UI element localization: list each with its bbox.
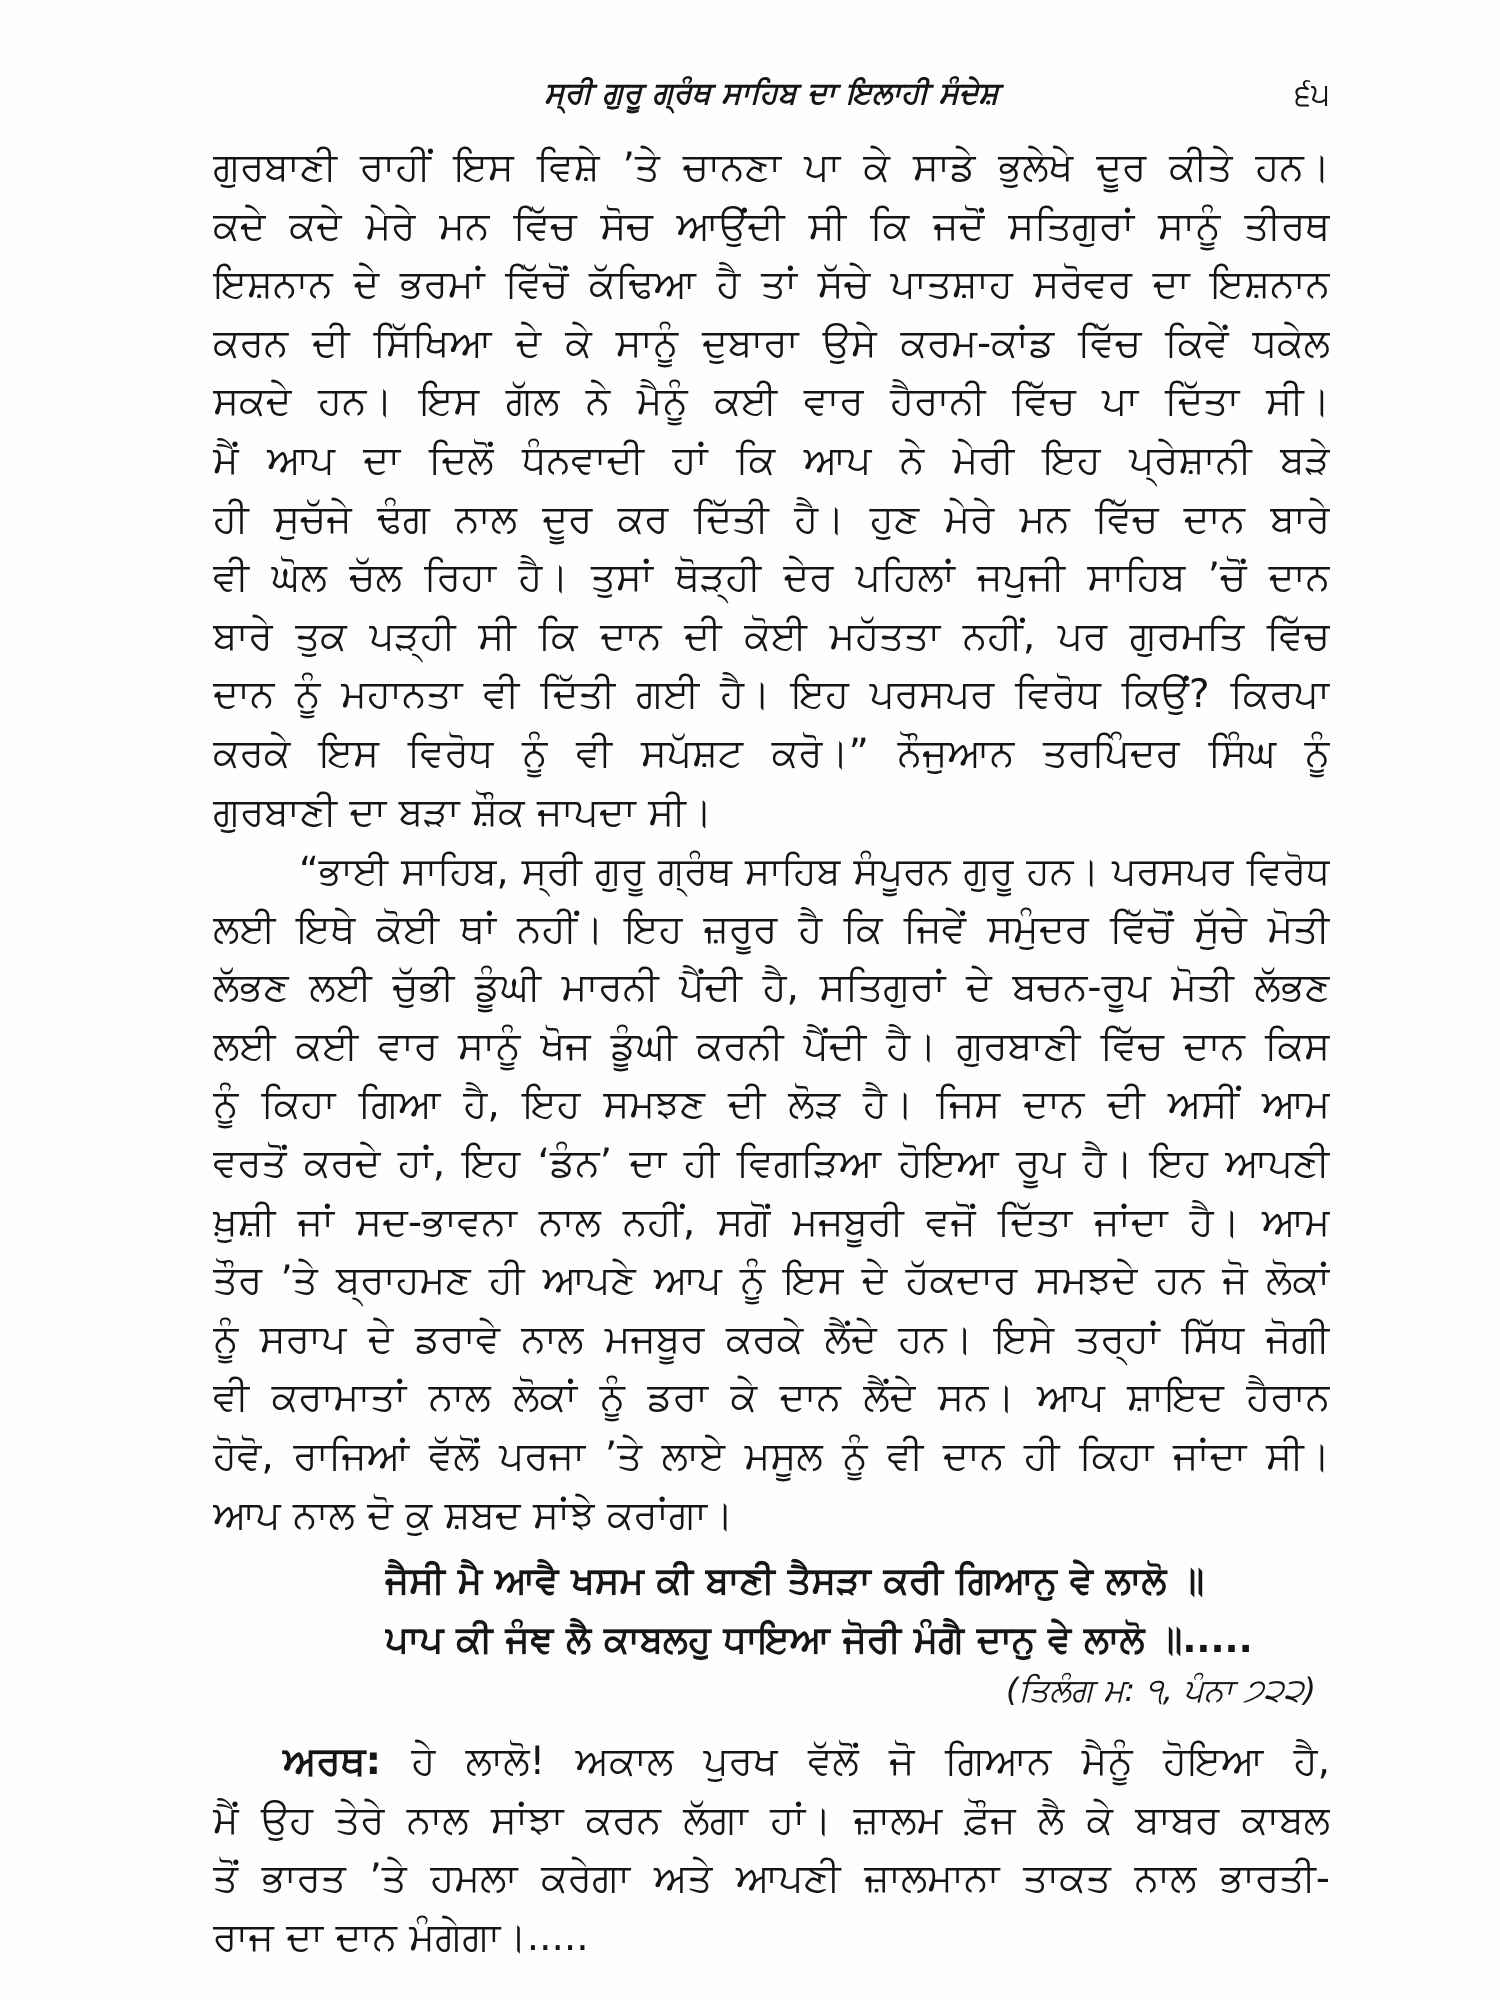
text-line: ਵਰਤੋਂ ਕਰਦੇ ਹਾਂ, ਇਹ ‘ਡੰਨ’ ਦਾ ਹੀ ਵਿਗੜਿਆ ਹੋਇਆ ਰੂਪ ਹੈ। ਇਹ ਆਪਣੀ — [213, 1140, 1330, 1186]
verse-line: ਪਾਪ ਕੀ ਜੰਞ ਲੈ ਕਾਬਲਹੁ ਧਾਇਆ ਜੋਰੀ ਮੰਗੈ ਦਾਨੁ ਵੇ ਲਾਲੋ ॥..... — [385, 1617, 1253, 1661]
text-line: ਦਾਨ ਨੂੰ ਮਹਾਨਤਾ ਵੀ ਦਿੱਤੀ ਗਈ ਹੈ। ਇਹ ਪਰਸਪਰ ਵਿਰੋਧ ਕਿਉਂ? ਕਿਰਪਾ — [213, 672, 1330, 718]
text-line: ਤੌਰ ’ਤੇ ਬ੍ਰਾਹਮਣ ਹੀ ਆਪਣੇ ਆਪ ਨੂੰ ਇਸ ਦੇ ਹੱਕਦਾਰ ਸਮਝਦੇ ਹਨ ਜੋ ਲੋਕਾਂ — [213, 1258, 1330, 1304]
text-line: ਇਸ਼ਨਾਨ ਦੇ ਭਰਮਾਂ ਵਿੱਚੋਂ ਕੱਢਿਆ ਹੈ ਤਾਂ ਸੱਚੇ ਪਾਤਸ਼ਾਹ ਸਰੋਵਰ ਦਾ ਇਸ਼ਨਾਨ — [213, 262, 1330, 308]
text-line: ਕਰਨ ਦੀ ਸਿੱਖਿਆ ਦੇ ਕੇ ਸਾਨੂੰ ਦੁਬਾਰਾ ਉਸੇ ਕਰਮ-ਕਾਂਡ ਵਿੱਚ ਕਿਵੇਂ ਧਕੇਲ — [213, 320, 1330, 366]
running-header-title: ਸ੍ਰੀ ਗੁਰੂ ਗ੍ਰੰਥ ਸਾਹਿਬ ਦਾ ਇਲਾਹੀ ਸੰਦੇਸ਼ — [544, 76, 999, 111]
running-header — [213, 68, 1330, 120]
text-line: ਹੀ ਸੁਚੱਜੇ ਢੰਗ ਨਾਲ ਦੂਰ ਕਰ ਦਿੱਤੀ ਹੈ। ਹੁਣ ਮੇਰੇ ਮਨ ਵਿੱਚ ਦਾਨ ਬਾਰੇ — [213, 496, 1330, 542]
text-line: ਲਈ ਇਥੇ ਕੋਈ ਥਾਂ ਨਹੀਂ। ਇਹ ਜ਼ਰੂਰ ਹੈ ਕਿ ਜਿਵੇਂ ਸਮੁੰਦਰ ਵਿੱਚੋਂ ਸੁੱਚੇ ਮੋਤੀ — [213, 906, 1330, 952]
paragraph — [213, 139, 1330, 842]
text-line: ਨੂੰ ਕਿਹਾ ਗਿਆ ਹੈ, ਇਹ ਸਮਝਣ ਦੀ ਲੋੜ ਹੈ। ਜਿਸ ਦਾਨ ਦੀ ਅਸੀਂ ਆਮ — [213, 1082, 1330, 1128]
text-line: ਬਾਰੇ ਤੁਕ ਪੜ੍ਹੀ ਸੀ ਕਿ ਦਾਨ ਦੀ ਕੋਈ ਮਹੱਤਤਾ ਨਹੀਂ, ਪਰ ਗੁਰਮਤਿ ਵਿੱਚ — [213, 613, 1330, 659]
text-line — [213, 1733, 1330, 1792]
meaning-text: ਹੇ ਲਾਲੋ! ਅਕਾਲ ਪੁਰਖ ਵੱਲੋਂ ਜੋ ਗਿਆਨ ਮੈਨੂੰ ਹੋਇਆ ਹੈ, — [411, 1739, 1330, 1784]
page-number: ੬੫ — [1294, 75, 1330, 113]
text-line: ਗੁਰਬਾਣੀ ਰਾਹੀਂ ਇਸ ਵਿਸ਼ੇ ’ਤੇ ਚਾਨਣਾ ਪਾ ਕੇ ਸਾਡੇ ਭੁਲੇਖੇ ਦੂਰ ਕੀਤੇ ਹਨ। — [213, 145, 1330, 190]
verse-reference: (ਤਿਲੰਗ ਮ: ੧, ਪੰਨਾ ੭੨੨) — [1006, 1671, 1316, 1709]
text-line: ਲਈ ਕਈ ਵਾਰ ਸਾਨੂੰ ਖੋਜ ਡੂੰਘੀ ਕਰਨੀ ਪੈਂਦੀ ਹੈ। ਗੁਰਬਾਣੀ ਵਿੱਚ ਦਾਨ ਕਿਸ — [213, 1023, 1330, 1069]
text-line: ਮੈਂ ਆਪ ਦਾ ਦਿਲੋਂ ਧੰਨਵਾਦੀ ਹਾਂ ਕਿ ਆਪ ਨੇ ਮੇਰੀ ਇਹ ਪ੍ਰੇਸ਼ਾਨੀ ਬੜੇ — [213, 437, 1330, 483]
text-line: ਲੱਭਣ ਲਈ ਚੁੱਭੀ ਡੂੰਘੀ ਮਾਰਨੀ ਪੈਂਦੀ ਹੈ, ਸਤਿਗੁਰਾਂ ਦੇ ਬਚਨ-ਰੂਪ ਮੋਤੀ ਲੱਭਣ — [213, 965, 1330, 1011]
meaning-paragraph — [213, 1733, 1330, 1967]
text-line: ਰਾਜ ਦਾ ਦਾਨ ਮੰਗੇਗਾ।..... — [213, 1914, 589, 1960]
verse-block — [385, 1552, 1330, 1669]
text-line: ਖ਼ੁਸ਼ੀ ਜਾਂ ਸਦ-ਭਾਵਨਾ ਨਾਲ ਨਹੀਂ, ਸਗੋਂ ਮਜਬੂਰੀ ਵਜੋਂ ਦਿੱਤਾ ਜਾਂਦਾ ਹੈ। ਆਮ — [213, 1199, 1330, 1245]
paragraph — [213, 842, 1330, 1545]
text-line: ਵੀ ਕਰਾਮਾਤਾਂ ਨਾਲ ਲੋਕਾਂ ਨੂੰ ਡਰਾ ਕੇ ਦਾਨ ਲੈਂਦੇ ਸਨ। ਆਪ ਸ਼ਾਇਦ ਹੈਰਾਨ — [213, 1375, 1330, 1421]
text-line: ਹੋਵੋ, ਰਾਜਿਆਂ ਵੱਲੋਂ ਪਰਜਾ ’ਤੇ ਲਾਏ ਮਸੂਲ ਨੂੰ ਵੀ ਦਾਨ ਹੀ ਕਿਹਾ ਜਾਂਦਾ ਸੀ। — [213, 1433, 1330, 1479]
text-line: ਮੈਂ ਉਹ ਤੇਰੇ ਨਾਲ ਸਾਂਝਾ ਕਰਨ ਲੱਗਾ ਹਾਂ। ਜ਼ਾਲਮ ਫ਼ੌਜ ਲੈ ਕੇ ਬਾਬਰ ਕਾਬਲ — [213, 1797, 1330, 1843]
text-line: “ਭਾਈ ਸਾਹਿਬ, ਸ੍ਰੀ ਗੁਰੂ ਗ੍ਰੰਥ ਸਾਹਿਬ ਸੰਪੂਰਨ ਗੁਰੂ ਹਨ। ਪਰਸਪਰ ਵਿਰੋਧ — [299, 849, 1330, 893]
text-line: ਗੁਰਬਾਣੀ ਦਾ ਬੜਾ ਸ਼ੌਕ ਜਾਪਦਾ ਸੀ। — [213, 789, 713, 835]
text-line: ਕਰਕੇ ਇਸ ਵਿਰੋਧ ਨੂੰ ਵੀ ਸਪੱਸ਼ਟ ਕਰੋ।” ਨੌਜੁਆਨ ਤਰਪਿੰਦਰ ਸਿੰਘ ਨੂੰ — [213, 730, 1330, 776]
verse-line: ਜੈਸੀ ਮੈ ਆਵੈ ਖਸਮ ਕੀ ਬਾਣੀ ਤੈਸੜਾ ਕਰੀ ਗਿਆਨੁ ਵੇ ਲਾਲੋ ॥ — [385, 1559, 1205, 1602]
text-line: ਤੋਂ ਭਾਰਤ ’ਤੇ ਹਮਲਾ ਕਰੇਗਾ ਅਤੇ ਆਪਣੀ ਜ਼ਾਲਮਾਨਾ ਤਾਕਤ ਨਾਲ ਭਾਰਤੀ- — [213, 1856, 1330, 1902]
text-line: ਵੀ ਘੋਲ ਚੱਲ ਰਿਹਾ ਹੈ। ਤੁਸਾਂ ਥੋੜ੍ਹੀ ਦੇਰ ਪਹਿਲਾਂ ਜਪੁਜੀ ਸਾਹਿਬ ’ਚੋਂ ਦਾਨ — [213, 555, 1330, 601]
text-line: ਆਪ ਨਾਲ ਦੋ ਕੁ ਸ਼ਬਦ ਸਾਂਝੇ ਕਰਾਂਗਾ। — [213, 1492, 734, 1538]
meaning-label: ਅਰਥ: — [283, 1739, 382, 1784]
text-line: ਕਦੇ ਕਦੇ ਮੇਰੇ ਮਨ ਵਿੱਚ ਸੋਚ ਆਉਂਦੀ ਸੀ ਕਿ ਜਦੋਂ ਸਤਿਗੁਰਾਂ ਸਾਨੂੰ ਤੀਰਥ — [213, 203, 1330, 249]
text-line: ਸਕਦੇ ਹਨ। ਇਸ ਗੱਲ ਨੇ ਮੈਨੂੰ ਕਈ ਵਾਰ ਹੈਰਾਨੀ ਵਿੱਚ ਪਾ ਦਿੱਤਾ ਸੀ। — [213, 379, 1330, 425]
text-line: ਨੂੰ ਸਰਾਪ ਦੇ ਡਰਾਵੇ ਨਾਲ ਮਜਬੂਰ ਕਰਕੇ ਲੈਂਦੇ ਹਨ। ਇਸੇ ਤਰ੍ਹਾਂ ਸਿੱਧ ਜੋਗੀ — [213, 1316, 1330, 1362]
